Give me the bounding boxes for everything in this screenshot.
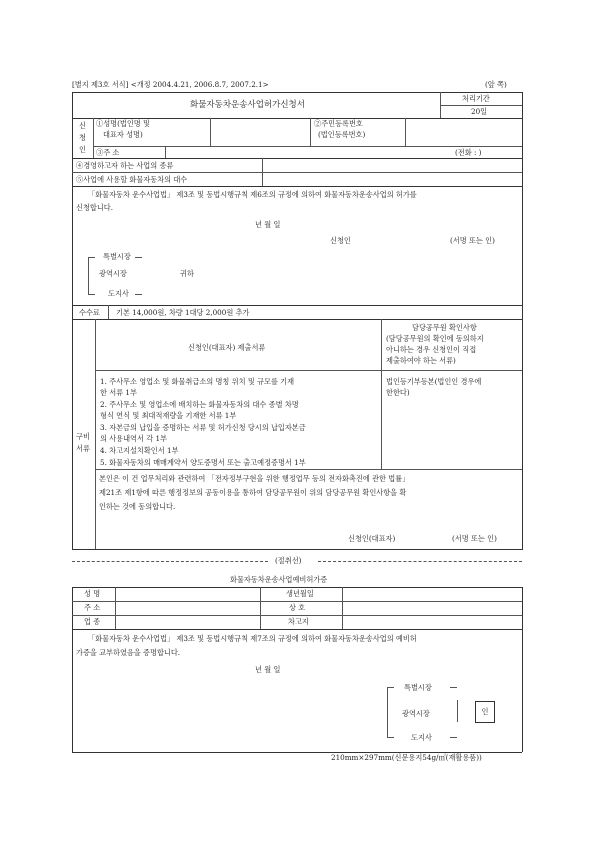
statement-date: 년 월 일 (255, 220, 281, 229)
receipt-birth-label: 생년월일 (286, 589, 314, 598)
submit-header: 신청인(대표자) 제출서류 (188, 343, 266, 352)
receipt-address-label: 주 소 (84, 603, 101, 612)
addressee-province: 도지사 (108, 289, 129, 298)
id-divider (310, 118, 311, 146)
processing-split (440, 105, 522, 106)
cut-line-right (318, 561, 522, 562)
fee-label: 수수료 (79, 308, 100, 317)
issuer-special-city: 특별시장 (404, 683, 432, 692)
name-value-divider (210, 118, 211, 146)
docs-column-divider (381, 319, 382, 469)
doc-item-3a: 3. 자본금의 납입을 증명하는 서류 및 허가신청 당시의 납입자본금 (100, 423, 306, 432)
top-border (72, 92, 522, 93)
seal-box: 인 (475, 701, 495, 723)
vehicle-count-label: ⑤사업에 사용할 화물자동차의 대수 (76, 175, 188, 184)
cut-label: (절취선) (275, 556, 302, 565)
name-label-2: 대표자 성명) (103, 130, 143, 139)
check-item-2: 한한다) (386, 388, 410, 397)
doc-item-4: 4. 차고지설치확인서 1부 (100, 446, 179, 455)
statement-applicant: 신청인 (330, 236, 351, 245)
receipt-top (72, 587, 522, 588)
issuer-tick-1 (450, 687, 457, 688)
id-value-divider (405, 118, 406, 146)
page-side-label: (앞 쪽) (485, 80, 507, 89)
row-line (72, 601, 522, 602)
doc-item-2b: 형식 연식 및 최대적재량을 기재한 서류 1부 (100, 411, 237, 420)
addressee-suffix: 귀하 (180, 269, 194, 278)
issuer-bracket-bottom (387, 737, 394, 738)
receipt-col3 (342, 587, 343, 629)
issuer-metro-city: 광역시장 (402, 709, 430, 718)
check-header-2: (담당공무원의 확인에 동의하지 (386, 334, 484, 343)
form-number: [별지 제3호 서식] <개정 2004.4.21, 2006.8.7, 2007.2.1> (72, 80, 269, 89)
business-type-divider (262, 158, 263, 172)
row-line (93, 146, 522, 147)
consent-line (95, 469, 522, 470)
statement-line-1: 「화물자동차 운수사업법」 제3조 및 동법시행규칙 제6조의 규정에 의하여 화물자동차운송사업의 허가를 (88, 190, 417, 199)
statement-sign: (서명 또는 인) (450, 236, 495, 245)
paper-size-footer: 210mm×297mm(신문용지54g/㎡(재활용품)) (331, 753, 482, 762)
applicant-side-1: 신 (79, 121, 86, 130)
addressee-bracket-bottom (88, 294, 95, 295)
addressee-bracket-top (88, 257, 95, 258)
consent-line-1: 본인은 이 건 업무처리와 관련하여 「전자정부구현을 위한 행정업무 등의 전자화촉진에 관한 법률」 (99, 474, 410, 483)
receipt-col2 (260, 587, 261, 629)
receipt-title: 화물자동차운송사업예비허가증 (230, 575, 328, 584)
receipt-right (522, 587, 523, 752)
check-item-1: 법인등기부등본(법인인 경우에 (386, 377, 482, 386)
row-line (72, 172, 522, 173)
doc-item-3b: 의 사용내역서 각 1부 (100, 434, 167, 443)
address-label: ③주 소 (96, 148, 120, 157)
check-header-3: 아니하는 경우 신청인이 직접 (386, 345, 477, 354)
check-header-1: 담당공무원 확인사항 (412, 323, 477, 332)
receipt-industry-label: 업 종 (84, 617, 101, 626)
issuer-bracket-top (387, 687, 394, 688)
row-line (72, 305, 522, 306)
addressee-tick-2 (135, 294, 142, 295)
fee-value: 기본 14,000원, 차량 1대당 2,000원 추가 (116, 308, 250, 317)
address-divider (165, 146, 166, 158)
applicant-side-2: 청 (79, 133, 86, 142)
doc-item-1b: 한 서류 1부 (100, 388, 137, 397)
receipt-col1 (115, 587, 116, 629)
id-label: ②주민등록번호 (314, 119, 363, 128)
consent-signer: 신청인(대표자) (348, 534, 396, 543)
receipt-trade-label: 상 호 (289, 603, 306, 612)
docs-header-line (95, 370, 522, 371)
row-line (72, 615, 522, 616)
cut-line-left (72, 561, 268, 562)
check-header-4: 제출하여야 하는 서류) (386, 356, 456, 365)
name-label: ①성명(법인명 및 (96, 119, 150, 128)
addressee-special-city: 특별시장 (103, 252, 131, 261)
receipt-date: 년 월 일 (255, 665, 281, 674)
processing-label: 처리기간 (462, 94, 490, 103)
right-border (522, 92, 523, 550)
addressee-bracket (88, 257, 89, 294)
id-label-2: (법인등록번호) (318, 130, 366, 139)
row-line (72, 319, 522, 320)
doc-item-2a: 2. 주사무소 및 영업소에 배치하는 화물자동차의 대수 종별 차명 (100, 400, 299, 409)
processing-value: 20일 (471, 107, 488, 116)
fee-divider (108, 305, 109, 319)
receipt-garage-label: 차고지 (288, 617, 309, 626)
addressee-metro-city: 광역시장 (99, 269, 127, 278)
doc-item-5: 5. 화물자동차의 매매계약서 양도증명서 또는 출고예정증명서 1부 (100, 458, 306, 467)
receipt-left (72, 587, 73, 752)
addressee-tick-1 (135, 257, 142, 258)
consent-line-2: 제21조 제1항에 따른 행정정보의 공동이용을 통하여 담당공무원이 위의 담당공무원 확인사항을 확 (99, 488, 407, 497)
receipt-line-2: 가증을 교부하였음을 증명합니다. (76, 648, 181, 657)
consent-sign: (서명 또는 인) (452, 534, 497, 543)
doc-item-1a: 1. 주사무소 영업소 및 화물취급소의 명칭 위치 및 규모를 기재 (100, 377, 295, 386)
issuer-seal-divider (457, 700, 458, 722)
docs-side-1: 구비 (76, 432, 90, 441)
issuer-bracket (387, 687, 388, 737)
form-title: 화물자동차운송사업허가신청서 (190, 100, 305, 110)
row-line (72, 629, 522, 630)
statement-line-2: 신청합니다. (76, 203, 114, 212)
issuer-tick-2 (450, 737, 457, 738)
docs-side-2: 서류 (76, 444, 90, 453)
docs-side-divider (95, 319, 96, 549)
left-border (72, 92, 73, 550)
issuer-province: 도지사 (411, 733, 432, 742)
consent-line-3: 인하는 것에 동의합니다. (99, 502, 176, 511)
applicant-side-3: 인 (79, 145, 86, 154)
vehicle-count-divider (262, 172, 263, 186)
bottom-border (72, 549, 522, 550)
phone-label: (전화 : ) (455, 148, 482, 157)
business-type-label: ④경영하고자 하는 사업의 종류 (76, 161, 174, 170)
applicant-side-divider (93, 118, 94, 158)
receipt-name-label: 성 명 (84, 589, 101, 598)
receipt-line-1: 「화물자동차 운수사업법」 제3조 및 동법시행규칙 제7조의 규정에 의하여 화물자동차운송사업의 예비허 (88, 634, 417, 643)
row-line (72, 186, 522, 187)
row-line (72, 158, 522, 159)
